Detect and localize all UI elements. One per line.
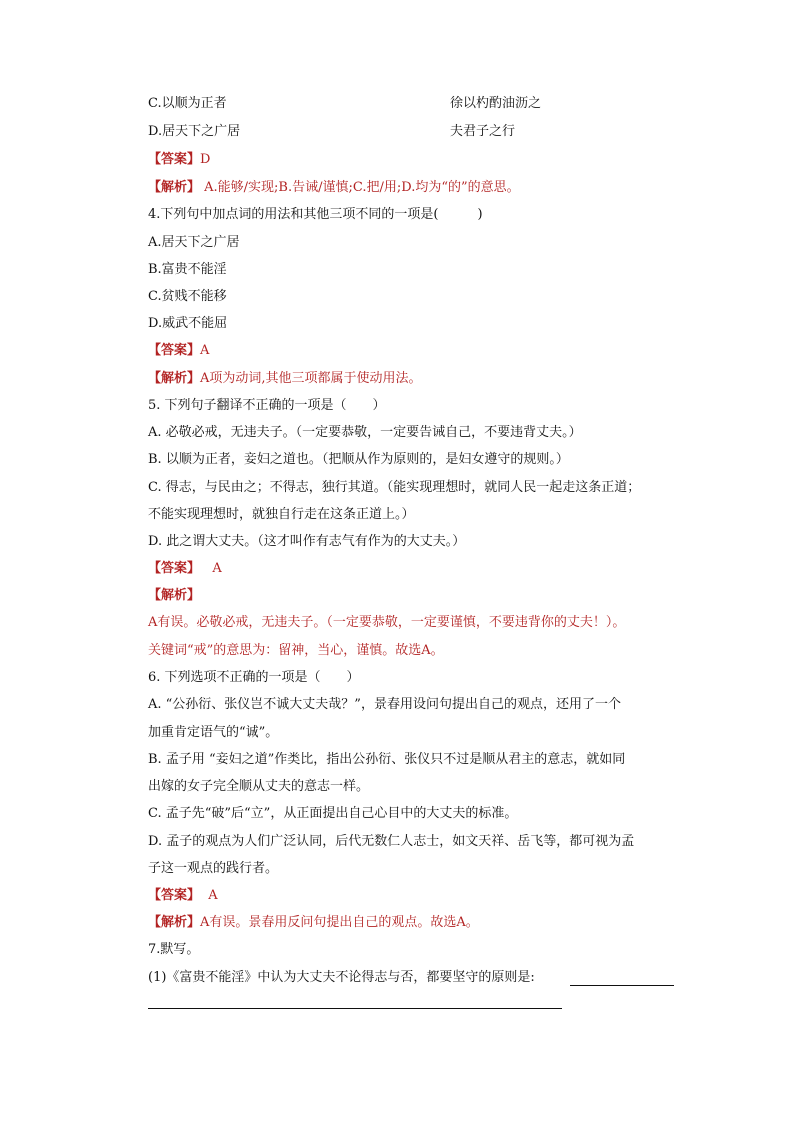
q4-analysis <box>148 369 422 389</box>
analysis-text: A.能够/实现;B.告诫/谨慎;C.把/用;D.均为“的”的意思。 <box>204 180 520 195</box>
q5-analysis <box>148 586 200 606</box>
q4-answer <box>148 341 209 361</box>
answer-blank-inline[interactable] <box>570 985 674 986</box>
analysis-text: A项为动词,其他三项都属于使动用法。 <box>200 371 422 386</box>
option-left: D.居天下之广居 <box>148 124 241 139</box>
q4-option-d: D.威武不能屈 <box>148 316 228 331</box>
q3-option-c <box>148 94 542 114</box>
answer-label: 【答案】 <box>148 152 201 167</box>
answer-value: A <box>200 343 210 358</box>
q4-option-c: C.贫贱不能移 <box>148 289 227 304</box>
q5-option-c: C. 得志，与民由之；不得志，独行其道。（能实现理想时，就同人民一起走这条正道； <box>148 480 641 495</box>
answer-label: 【答案】 <box>148 343 201 358</box>
q3-answer <box>148 150 210 170</box>
analysis-label: 【解析】 <box>148 180 201 195</box>
q6-stem: 6. 下列选项不正确的一项是（ ） <box>148 670 360 685</box>
q4-option-a: A.居天下之广居 <box>148 235 240 250</box>
q6-analysis <box>148 913 479 933</box>
q5-answer <box>148 559 222 579</box>
q3-analysis <box>148 178 520 198</box>
q7-stem: 7.默写。 <box>148 942 200 957</box>
answer-blank-line[interactable] <box>148 1008 562 1009</box>
option-right: 夫君子之行 <box>450 124 516 139</box>
answer-value: A <box>208 888 218 903</box>
q6-option-d: D. 孟子的观点为人们广泛认同，后代无数仁人志士，如文天祥、岳飞等，都可视为孟 <box>148 834 635 849</box>
q6-option-a: A. “公孙衍、张仪岂不诚大丈夫哉？”，景春用设问句提出自己的观点，还用了一个 <box>148 697 621 712</box>
analysis-text: A有误。景春用反问句提出自己的观点。故选A。 <box>200 915 479 930</box>
answer-label: 【答案】 <box>148 888 201 903</box>
analysis-label: 【解析】 <box>148 371 201 386</box>
analysis-label: 【解析】 <box>148 588 201 603</box>
q5-option-c-cont: 不能实现理想时，就独自行走在这条正道上。） <box>148 507 415 522</box>
q4-option-b: B.富贵不能淫 <box>148 262 227 277</box>
answer-label: 【答案】 <box>148 561 201 576</box>
q6-option-b: B. 孟子用 “妾妇之道”作类比，指出公孙衍、张仪只不过是顺从君主的意志，就如同 <box>148 752 626 767</box>
answer-value: D <box>200 152 211 167</box>
answer-value: A <box>212 561 222 576</box>
q6-option-d-cont: 子这一观点的践行者。 <box>148 861 279 876</box>
q6-option-c: C. 孟子先“破”后“立”，从正面提出自己心目中的大丈夫的标准。 <box>148 806 518 821</box>
q5-option-a: A. 必敬必戒，无违夫子。（一定要恭敬，一定要告诫自己，不要违背丈夫。） <box>148 425 582 440</box>
option-left: C.以顺为正者 <box>148 96 227 111</box>
option-right: 徐以杓酌油沥之 <box>450 96 542 111</box>
q5-stem: 5. 下列句子翻译不正确的一项是（ ） <box>148 398 386 413</box>
q6-answer <box>148 886 218 906</box>
analysis-label: 【解析】 <box>148 915 201 930</box>
q5-analysis-line-1: A有误。必敬必戒，无违夫子。（一定要恭敬，一定要谨慎，不要违背你的丈夫！）。 <box>148 615 626 630</box>
q4-stem: 4.下列句中加点词的用法和其他三项不同的一项是( ) <box>148 207 483 222</box>
q5-option-d: D. 此之谓大丈夫。（这才叫作有志气有作为的大丈夫。） <box>148 534 466 549</box>
q3-option-d <box>148 122 516 142</box>
q5-option-b: B. 以顺为正者，妾妇之道也。（把顺从作为原则的，是妇女遵守的规则。） <box>148 452 569 467</box>
q5-analysis-line-2: 关键词“戒”的意思为：留神，当心，谨慎。故选A。 <box>148 643 444 658</box>
q7-item-1: (1)《富贵不能淫》中认为大丈夫不论得志与否，都要坚守的原则是: <box>148 970 535 985</box>
q6-option-b-cont: 出嫁的女子完全顺从丈夫的意志一样。 <box>148 779 370 794</box>
q6-option-a-cont: 加重肯定语气的“诚”。 <box>148 725 279 740</box>
